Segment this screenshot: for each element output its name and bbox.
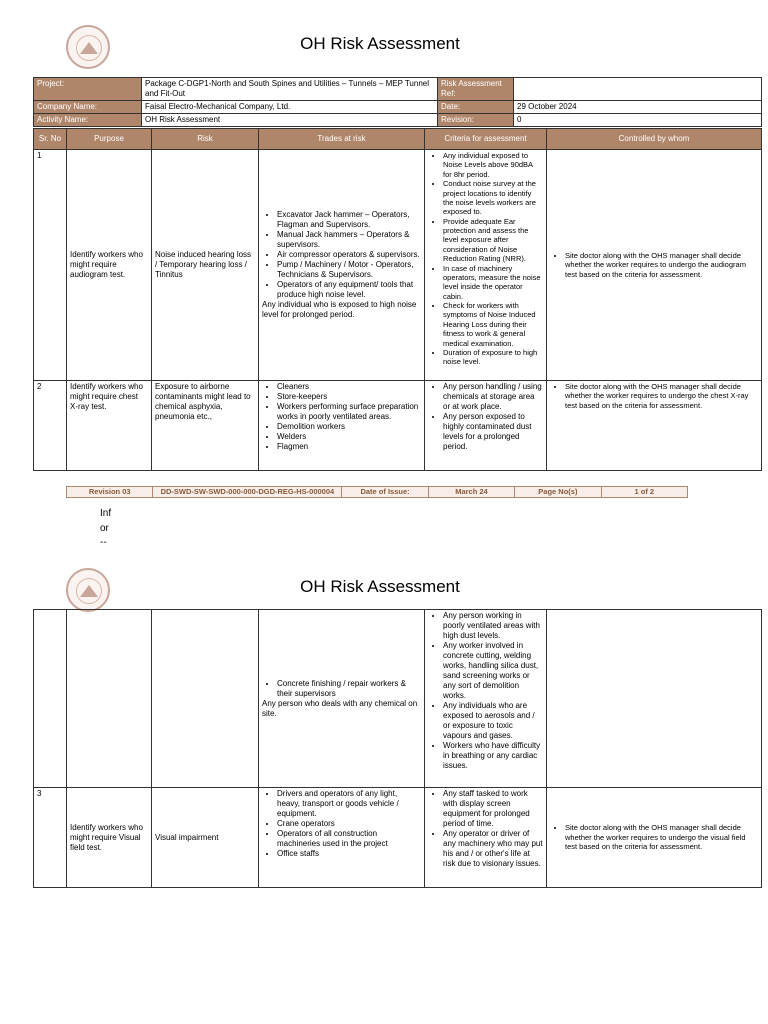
list-item: • Duration of exposure to high noise level. (443, 348, 543, 367)
risk-cell: Visual impairment (152, 788, 259, 888)
project-value: Package C-DGP1-North and South Spines and Utilities – Tunnels – MEP Tunnel and Fit-Out (142, 78, 438, 101)
control-cell (547, 610, 762, 788)
list-item: • Provide adequate Ear protection and assess the level exposure after consideration of Noise Reduction Rating (NRR). (443, 217, 543, 264)
project-info-table (33, 77, 762, 127)
list-item: • Any worker involved in concrete cutting, welding works, handling silica dust, sand screening works or any sort of demolition works. (443, 641, 543, 701)
company-label: Company Name: (34, 101, 142, 114)
criteria-cell (425, 150, 547, 381)
list-item: • Conduct noise survey at the project locations to identify the noise levels workers are exposed to. (443, 179, 543, 217)
list-item: • Office staffs (277, 849, 421, 859)
table-header-row (34, 129, 762, 150)
table-row (34, 610, 762, 788)
list-item: • Pump / Machinery / Motor - Operators, Technicians & Supervisors. (277, 260, 421, 280)
col-header-risk: Risk (152, 129, 259, 150)
revision-label: Revision: (438, 114, 514, 127)
company-value: Faisal Electro-Mechanical Company, Ltd. (142, 101, 438, 114)
col-header-sr: Sr. No (34, 129, 67, 150)
purpose-cell (67, 610, 152, 788)
list-item: • Site doctor along with the OHS manager shall decide whether the worker requires to undergo the visual field test based on the criteria for assessment. (565, 823, 758, 851)
sr-cell: 1 (34, 150, 67, 381)
purpose-cell: Identify workers who might require audiogram test. (67, 150, 152, 381)
criteria-cell (425, 381, 547, 471)
info-row-activity (34, 114, 762, 127)
activity-value: OH Risk Assessment (142, 114, 438, 127)
trades-note: Any person who deals with any chemical on site. (262, 698, 418, 718)
ref-value (514, 78, 762, 101)
table-row (34, 788, 762, 888)
list-item: • Any individuals who are exposed to aerosols and / or exposure to toxic vapours and gases. (443, 701, 543, 741)
list-item: • Workers performing surface preparation works in poorly ventilated areas. (277, 402, 421, 422)
list-item: • Operators of any equipment/ tools that produce high noise level. (277, 280, 421, 300)
control-cell (547, 381, 762, 471)
stray-text: or (100, 523, 109, 534)
list-item: • Welders (277, 432, 421, 442)
project-label: Project: (34, 78, 142, 101)
stray-text: -- (100, 537, 107, 548)
list-item: • In case of machinery operators, measure the noise level inside the operator cabin. (443, 264, 543, 302)
footer-revision: Revision 03 (67, 487, 153, 497)
list-item: • Operators of all construction machineries used in the project (277, 829, 421, 849)
date-value: 29 October 2024 (514, 101, 762, 114)
ref-label: Risk Assessment Ref: (438, 78, 514, 101)
purpose-cell: Identify workers who might require chest X-ray test. (67, 381, 152, 471)
footer-doc-number: DD-SWD-SW-SWD-000-000-DGD-REG-HS-000004 (153, 487, 342, 497)
criteria-cell (425, 788, 547, 888)
trades-cell (259, 788, 425, 888)
list-item: • Drivers and operators of any light, heavy, transport or goods vehicle / equipment. (277, 789, 421, 819)
risk-table-page-2 (33, 609, 762, 888)
list-item: • Any staff tasked to work with display screen equipment for prolonged period of time. (443, 789, 543, 829)
list-item: • Site doctor along with the OHS manager shall decide whether the worker requires to undergo the chest X-ray test based on the criteria for assessment. (565, 382, 758, 410)
list-item: • Excavator Jack hammer – Operators, Flagman and Supervisors. (277, 210, 421, 230)
page-title: OH Risk Assessment (300, 34, 460, 53)
list-item: • Crane operators (277, 819, 421, 829)
list-item: • Air compressor operators & supervisors. (277, 250, 421, 260)
revision-value: 0 (514, 114, 762, 127)
trades-cell (259, 381, 425, 471)
list-item: • Store-keepers (277, 392, 421, 402)
list-item: • Any individual exposed to Noise Levels above 90dBA for 8hr period. (443, 151, 543, 179)
criteria-cell (425, 610, 547, 788)
control-cell (547, 788, 762, 888)
risk-cell: Exposure to airborne contaminants might lead to chemical asphyxia, pneumonia etc., (152, 381, 259, 471)
list-item: • Cleaners (277, 382, 421, 392)
sr-cell: 3 (34, 788, 67, 888)
purpose-cell: Identify workers who might require Visual field test. (67, 788, 152, 888)
sr-cell: 2 (34, 381, 67, 471)
risk-cell (152, 610, 259, 788)
col-header-criteria: Criteria for assessment (425, 129, 547, 150)
info-row-company (34, 101, 762, 114)
table-row (34, 150, 762, 381)
list-item: • Concrete finishing / repair workers & their supervisors (277, 679, 421, 699)
info-row-project (34, 78, 762, 101)
col-header-control: Controlled by whom (547, 129, 762, 150)
list-item: • Flagmen (277, 442, 421, 452)
control-cell (547, 150, 762, 381)
trades-note: Any individual who is exposed to high noise level for prolonged period. (262, 300, 417, 319)
footer-issue-date: March 24 (429, 487, 515, 497)
list-item: • Any person exposed to highly contaminated dust levels for a prolonged period. (443, 412, 543, 452)
trades-cell (259, 610, 425, 788)
list-item: • Check for workers with symptoms of Noise Induced Hearing Loss during their fitness to work & general medical examination. (443, 301, 543, 348)
col-header-trades: Trades at risk (259, 129, 425, 150)
table-row (34, 381, 762, 471)
list-item: • Manual Jack hammers – Operators & supervisors. (277, 230, 421, 250)
trades-cell (259, 150, 425, 381)
page-title: OH Risk Assessment (300, 577, 460, 596)
footer-issue-label: Date of Issue: (342, 487, 428, 497)
list-item: • Any person working in poorly ventilated areas with high dust levels. (443, 611, 543, 641)
footer-page-label: Page No(s) (515, 487, 601, 497)
list-item: • Demolition workers (277, 422, 421, 432)
risk-cell: Noise induced hearing loss / Temporary hearing loss / Tinnitus (152, 150, 259, 381)
page-footer (66, 486, 688, 498)
list-item: • Any operator or driver of any machinery who may put his and / or other's life at risk due to visionary issues. (443, 829, 543, 869)
stray-text: Inf (100, 508, 112, 519)
list-item: • Any person handling / using chemicals at storage area or at work place. (443, 382, 543, 412)
footer-page-value: 1 of 2 (634, 487, 655, 496)
list-item: • Workers who have difficulty in breathing or any cardiac issues. (443, 741, 543, 771)
col-header-purpose: Purpose (67, 129, 152, 150)
activity-label: Activity Name: (34, 114, 142, 127)
sr-cell (34, 610, 67, 788)
date-label: Date: (438, 101, 514, 114)
list-item: • Site doctor along with the OHS manager shall decide whether the worker requires to undergo the audiogram test based on the criteria for assessment. (565, 251, 758, 279)
risk-table-page-1 (33, 128, 762, 471)
